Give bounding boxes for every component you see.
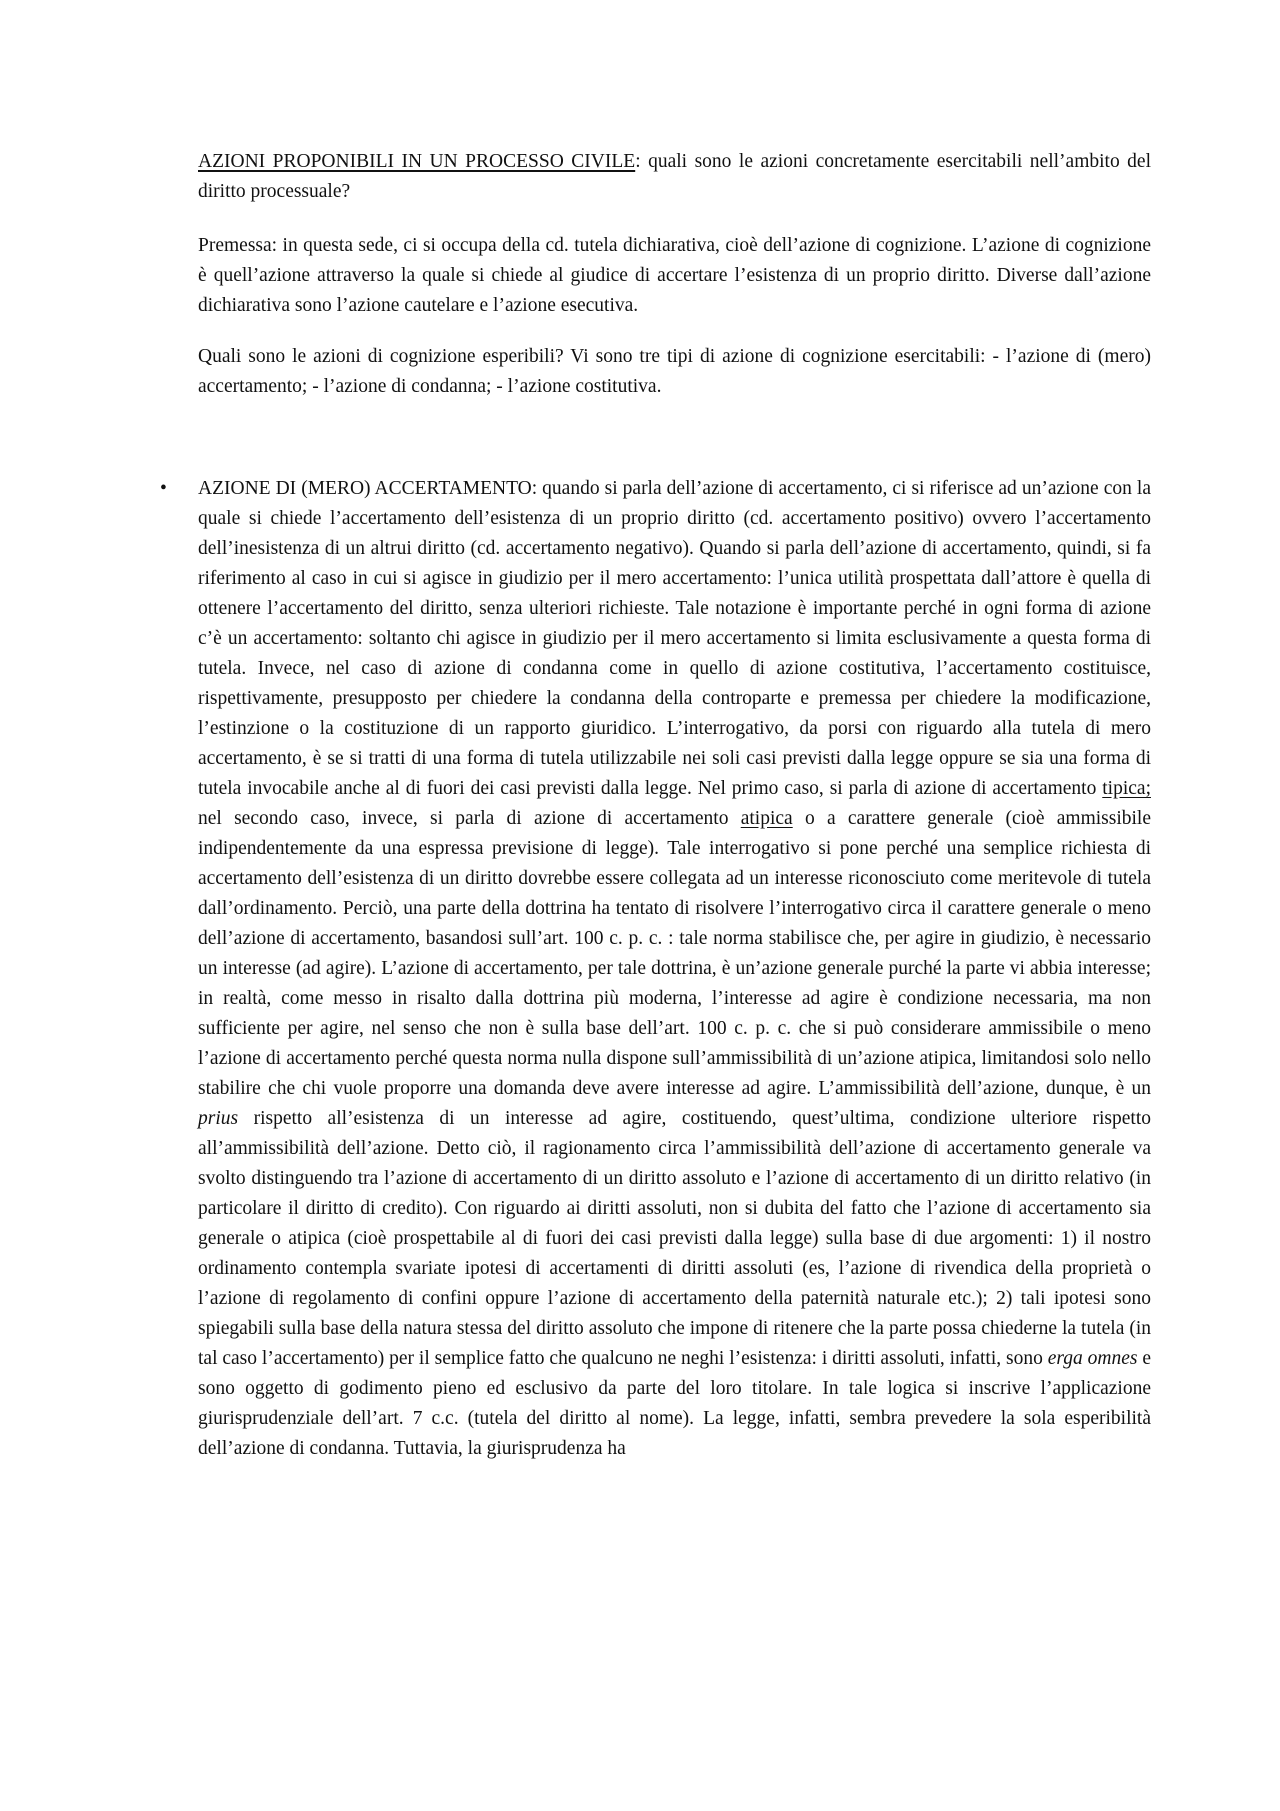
section-heading: AZIONI PROPONIBILI IN UN PROCESSO CIVILE: [198, 151, 636, 172]
accertamento-text-1: AZIONE DI (MERO) ACCERTAMENTO: quando si parla dell’azione di accertamento, ci si riferisce ad un’azione con la quale si chiede l’accertamento dell’esistenza di un proprio diritto (cd. accertamento positivo) ovvero l’accertamento dell’inesistenza di un altrui diritto (cd. accertamento negativo). Quando si parla dell’azione di accertamento, quindi, si fa riferimento al caso in cui si agisce in giudizio per il mero accertamento: l’unica utilità prospettata dall’attore è quella di ottenere l’accertamento del diritto, senza ulteriori richieste. Tale notazione è importante perché in ogni forma di azione c’è un accertamento: soltanto chi agisce in giudizio per il mero accertamento si limita esclusivamente a questa forma di tutela. Invece, nel caso di azione di condanna come in quello di azione costitutiva, l’accertamento costituisce, rispettivamente, presupposto per chiedere la condanna della controparte e premessa per chiedere la modificazione, l’estinzione o la costituzione di un rapporto giuridico. L’interrogativo, da porsi con riguardo alla tutela di mero accertamento, è se si tratti di una forma di tutela utilizzabile nei soli casi previsti dalla legge oppure se sia una forma di tutela invocabile anche al di fuori dei casi previsti dalla legge. Nel primo caso, si parla di azione di accertamento: [198, 478, 1151, 799]
erga-omnes-term: erga omnes: [1047, 1348, 1138, 1369]
atipica-term: atipica: [740, 808, 793, 829]
accertamento-text-4: rispetto all’esistenza di un interesse ad agire, costituendo, quest’ultima, condizione ulteriore rispetto all’ammissibilità dell’azione. Detto ciò, il ragionamento circa l’ammissibilità dell’azione di accertamento generale va svolto distinguendo tra l’azione di accertamento di un diritto assoluto e l’azione di accertamento di un diritto relativo (in particolare il diritto di credito). Con riguardo ai diritti assoluti, non si dubita del fatto che l’azione di accertamento sia generale o atipica (cioè prospettabile al di fuori dei casi previsti dalla legge) sulla base di due argomenti: 1) il nostro ordinamento contempla svariate ipotesi di accertamenti di diritti assoluti (es, l’azione di rivendica della proprietà o l’azione di regolamento di confini oppure l’azione di accertamento della paternità naturale etc.); 2) tali ipotesi sono spiegabili sulla base della natura stessa del diritto assoluto che impone di ritenere che la parte possa chiederne la tutela (in tal caso l’accertamento) per il semplice fatto che qualcuno ne neghi l’esistenza: i diritti assoluti, infatti, sono: [198, 1108, 1151, 1369]
accertamento-paragraph: [198, 474, 1151, 1464]
prius-term: prius: [198, 1108, 239, 1129]
quali-paragraph: [198, 342, 1151, 402]
intro-heading-paragraph: [198, 147, 1151, 207]
premessa-paragraph: [198, 231, 1151, 321]
accertamento-text-3: o a carattere generale (cioè ammissibile indipendentemente da una espressa previsione di legge). Tale interrogativo si pone perché una semplice richiesta di accertamento dell’esistenza di un diritto dovrebbe essere collegata ad un interesse riconosciuto come meritevole di tutela dall’ordinamento. Perciò, una parte della dottrina ha tentato di risolvere l’interrogativo circa il carattere generale o meno dell’azione di accertamento, basandosi sull’art. 100 c. p. c. : tale norma stabilisce che, per agire in giudizio, è necessario un interesse (ad agire). L’azione di accertamento, per tale dottrina, è un’azione generale purché la parte vi abbia interesse; in realtà, come messo in risalto dalla dottrina più moderna, l’interesse ad agire è condizione necessaria, ma non sufficiente per agire, nel senso che non è sulla base dell’art. 100 c. p. c. che si può considerare ammissibile o meno l’azione di accertamento perché questa norma nulla dispone sull’ammissibilità di un’azione atipica, limitandosi solo nello stabilire che chi vuole proporre una domanda deve avere interesse ad agire. L’ammissibilità dell’azione, dunque, è un: [198, 808, 1152, 1099]
quali-text: Quali sono le azioni di cognizione esperibili? Vi sono tre tipi di azione di cognizione esercitabili: - l’azione di (mero) accertamento; - l’azione di condanna; - l’azione costitutiva.: [198, 346, 1151, 397]
premessa-text: Premessa: in questa sede, ci si occupa della cd. tutela dichiarativa, cioè dell’azione di cognizione. L’azione di cognizione è quell’azione attraverso la quale si chiede al giudice di accertare l’esistenza di un proprio diritto. Diverse dall’azione dichiarativa sono l’azione cautelare e l’azione esecutiva.: [198, 235, 1151, 316]
bullet-icon: •: [160, 478, 167, 499]
heading-question: : quali sono le azioni concretamente esercitabili nell’ambito del diritto processuale?: [198, 151, 1152, 202]
accertamento-text-2: nel secondo caso, invece, si parla di azione di accertamento: [198, 808, 729, 829]
tipica-term: tipica;: [1102, 778, 1151, 799]
accertamento-text-5: e sono oggetto di godimento pieno ed esclusivo da parte del loro titolare. In tale logica si inscrive l’applicazione giurisprudenziale dell’art. 7 c.c. (tutela del diritto al nome). La legge, infatti, sembra prevedere la sola esperibilità dell’azione di condanna. Tuttavia, la giurisprudenza ha: [198, 1348, 1152, 1459]
